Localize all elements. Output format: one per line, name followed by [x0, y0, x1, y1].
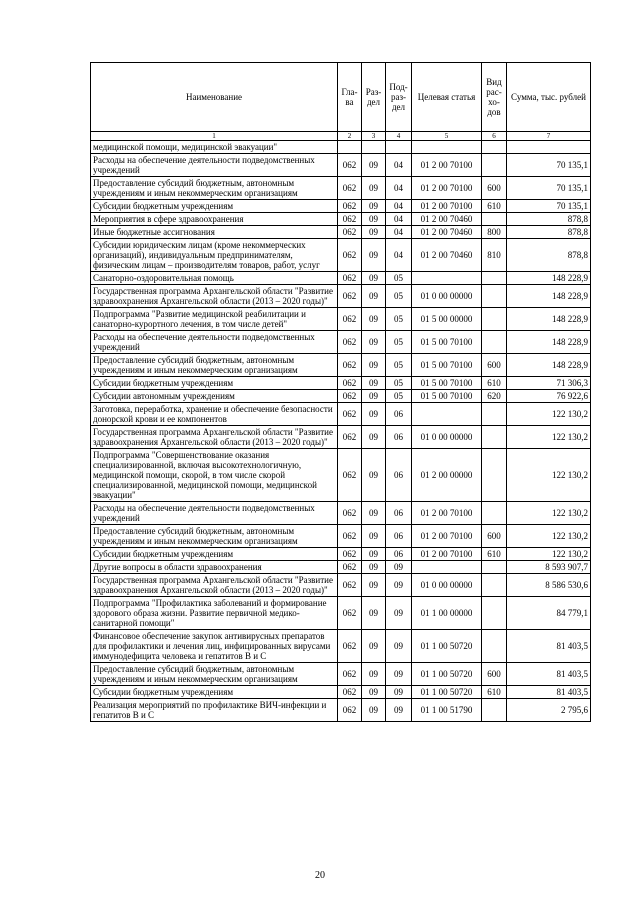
row-razdel-cell: 09 — [362, 285, 386, 308]
row-expense-type-cell — [482, 141, 507, 154]
row-podrazdel-cell: 05 — [386, 354, 412, 377]
row-name-cell: Субсидии бюджетным учреждениям — [91, 686, 338, 699]
row-razdel-cell: 09 — [362, 699, 386, 722]
row-expense-type-cell: 600 — [482, 354, 507, 377]
row-target-article-cell: 01 2 00 70460 — [412, 226, 482, 239]
row-sum-cell: 2 795,6 — [507, 699, 591, 722]
row-sum-cell: 122 130,2 — [507, 403, 591, 426]
row-glava-cell: 062 — [338, 561, 362, 574]
row-podrazdel-cell: 06 — [386, 548, 412, 561]
table-row — [91, 548, 591, 561]
column-number: 3 — [362, 132, 386, 141]
row-name-cell: Подпрограмма "Развитие медицинской реабилитации и санаторно-курортного лечения, в том числе детей" — [91, 308, 338, 331]
row-name-cell: Санаторно-оздоровительная помощь — [91, 272, 338, 285]
row-razdel-cell: 09 — [362, 663, 386, 686]
table-row — [91, 226, 591, 239]
row-sum-cell: 70 135,1 — [507, 200, 591, 213]
row-name-cell: Государственная программа Архангельской области "Развитие здравоохранения Архангельской области (2013 – 2020 годы)" — [91, 426, 338, 449]
row-sum-cell: 81 403,5 — [507, 630, 591, 663]
row-target-article-cell: 01 5 00 70100 — [412, 331, 482, 354]
row-expense-type-cell: 620 — [482, 390, 507, 403]
row-razdel-cell: 09 — [362, 213, 386, 226]
row-sum-cell: 76 922,6 — [507, 390, 591, 403]
table-row — [91, 390, 591, 403]
row-sum-cell: 122 130,2 — [507, 548, 591, 561]
column-number: 2 — [338, 132, 362, 141]
row-target-article-cell: 01 0 00 00000 — [412, 285, 482, 308]
table-row — [91, 272, 591, 285]
row-podrazdel-cell: 05 — [386, 390, 412, 403]
row-target-article-cell: 01 0 00 00000 — [412, 426, 482, 449]
row-target-article-cell: 01 2 00 00000 — [412, 449, 482, 502]
row-sum-cell: 8 593 907,7 — [507, 561, 591, 574]
row-name-cell: Предоставление субсидий бюджетным, автономным учреждениям и иным некоммерческим организациям — [91, 177, 338, 200]
row-glava-cell: 062 — [338, 630, 362, 663]
row-razdel-cell — [362, 141, 386, 154]
row-glava-cell: 062 — [338, 377, 362, 390]
table-row — [91, 597, 591, 630]
table-row — [91, 308, 591, 331]
row-sum-cell — [507, 141, 591, 154]
header-expense-type: Вид рас-хо-дов — [482, 63, 507, 132]
column-number: 6 — [482, 132, 507, 141]
row-glava-cell: 062 — [338, 597, 362, 630]
table-row — [91, 403, 591, 426]
table-row — [91, 426, 591, 449]
row-target-article-cell: 01 2 00 70100 — [412, 177, 482, 200]
row-podrazdel-cell — [386, 141, 412, 154]
row-target-article-cell: 01 2 00 70100 — [412, 502, 482, 525]
row-podrazdel-cell: 04 — [386, 177, 412, 200]
row-razdel-cell: 09 — [362, 525, 386, 548]
header-target-article: Целевая статья — [412, 63, 482, 132]
row-name-cell: Предоставление субсидий бюджетным, автономным учреждениям и иным некоммерческим организациям — [91, 525, 338, 548]
row-sum-cell: 81 403,5 — [507, 686, 591, 699]
row-glava-cell: 062 — [338, 426, 362, 449]
row-podrazdel-cell: 06 — [386, 502, 412, 525]
header-razdel: Раз-дел — [362, 63, 386, 132]
row-razdel-cell: 09 — [362, 390, 386, 403]
row-name-cell: Субсидии бюджетным учреждениям — [91, 548, 338, 561]
row-target-article-cell: 01 2 00 70460 — [412, 239, 482, 272]
row-name-cell: Иные бюджетные ассигнования — [91, 226, 338, 239]
row-razdel-cell: 09 — [362, 574, 386, 597]
row-name-cell: Подпрограмма "Профилактика заболеваний и формирование здорового образа жизни. Развитие первичной медико-санитарной помощи" — [91, 597, 338, 630]
column-number-row — [91, 132, 591, 141]
table-row — [91, 239, 591, 272]
row-target-article-cell — [412, 272, 482, 285]
page-number: 20 — [315, 870, 325, 881]
row-expense-type-cell — [482, 154, 507, 177]
row-name-cell: Расходы на обеспечение деятельности подведомственных учреждений — [91, 154, 338, 177]
row-name-cell: Субсидии бюджетным учреждениям — [91, 377, 338, 390]
row-glava-cell: 062 — [338, 502, 362, 525]
row-name-cell: Расходы на обеспечение деятельности подведомственных учреждений — [91, 331, 338, 354]
table-row — [91, 354, 591, 377]
row-glava-cell: 062 — [338, 699, 362, 722]
row-expense-type-cell — [482, 502, 507, 525]
row-expense-type-cell: 810 — [482, 239, 507, 272]
row-expense-type-cell — [482, 449, 507, 502]
table-row — [91, 331, 591, 354]
row-target-article-cell: 01 5 00 70100 — [412, 354, 482, 377]
row-name-cell: Государственная программа Архангельской области "Развитие здравоохранения Архангельской области (2013 – 2020 годы)" — [91, 285, 338, 308]
row-podrazdel-cell: 04 — [386, 213, 412, 226]
row-expense-type-cell — [482, 403, 507, 426]
table-header-row — [91, 63, 591, 132]
row-name-cell: Расходы на обеспечение деятельности подведомственных учреждений — [91, 502, 338, 525]
row-target-article-cell: 01 1 00 50720 — [412, 686, 482, 699]
row-glava-cell: 062 — [338, 574, 362, 597]
row-glava-cell: 062 — [338, 663, 362, 686]
row-target-article-cell — [412, 141, 482, 154]
row-podrazdel-cell: 05 — [386, 308, 412, 331]
row-razdel-cell: 09 — [362, 331, 386, 354]
row-podrazdel-cell: 06 — [386, 449, 412, 502]
row-razdel-cell: 09 — [362, 426, 386, 449]
row-podrazdel-cell: 06 — [386, 426, 412, 449]
row-razdel-cell: 09 — [362, 272, 386, 285]
table-row — [91, 154, 591, 177]
row-sum-cell: 878,8 — [507, 213, 591, 226]
row-razdel-cell: 09 — [362, 502, 386, 525]
row-sum-cell: 148 228,9 — [507, 308, 591, 331]
row-expense-type-cell — [482, 630, 507, 663]
row-target-article-cell: 01 2 00 70100 — [412, 154, 482, 177]
table-row — [91, 449, 591, 502]
table-row — [91, 285, 591, 308]
row-podrazdel-cell: 06 — [386, 403, 412, 426]
row-sum-cell: 148 228,9 — [507, 285, 591, 308]
row-razdel-cell: 09 — [362, 548, 386, 561]
row-target-article-cell: 01 2 00 70460 — [412, 213, 482, 226]
header-name: Наименование — [91, 63, 338, 132]
row-target-article-cell: 01 2 00 70100 — [412, 548, 482, 561]
row-sum-cell: 148 228,9 — [507, 354, 591, 377]
row-target-article-cell: 01 5 00 70100 — [412, 390, 482, 403]
row-name-cell: Другие вопросы в области здравоохранения — [91, 561, 338, 574]
row-expense-type-cell — [482, 331, 507, 354]
row-glava-cell: 062 — [338, 154, 362, 177]
row-name-cell: Реализация мероприятий по профилактике ВИЧ-инфекции и гепатитов В и С — [91, 699, 338, 722]
table-row — [91, 525, 591, 548]
row-glava-cell: 062 — [338, 272, 362, 285]
row-target-article-cell: 01 1 00 51790 — [412, 699, 482, 722]
table-row — [91, 663, 591, 686]
row-sum-cell: 70 135,1 — [507, 154, 591, 177]
row-expense-type-cell — [482, 426, 507, 449]
row-name-cell: Субсидии бюджетным учреждениям — [91, 200, 338, 213]
row-razdel-cell: 09 — [362, 561, 386, 574]
row-glava-cell: 062 — [338, 177, 362, 200]
table-row — [91, 177, 591, 200]
row-glava-cell: 062 — [338, 200, 362, 213]
row-expense-type-cell — [482, 597, 507, 630]
row-podrazdel-cell: 09 — [386, 630, 412, 663]
row-razdel-cell: 09 — [362, 308, 386, 331]
row-glava-cell: 062 — [338, 226, 362, 239]
row-target-article-cell: 01 1 00 00000 — [412, 597, 482, 630]
row-podrazdel-cell: 04 — [386, 239, 412, 272]
row-target-article-cell — [412, 561, 482, 574]
row-sum-cell: 122 130,2 — [507, 502, 591, 525]
row-expense-type-cell: 600 — [482, 177, 507, 200]
row-sum-cell: 71 306,3 — [507, 377, 591, 390]
row-target-article-cell — [412, 403, 482, 426]
row-glava-cell: 062 — [338, 354, 362, 377]
row-glava-cell: 062 — [338, 525, 362, 548]
row-razdel-cell: 09 — [362, 377, 386, 390]
table-row — [91, 377, 591, 390]
row-podrazdel-cell: 04 — [386, 226, 412, 239]
row-expense-type-cell: 800 — [482, 226, 507, 239]
row-expense-type-cell — [482, 213, 507, 226]
row-name-cell: Мероприятия в сфере здравоохранения — [91, 213, 338, 226]
row-target-article-cell: 01 0 00 00000 — [412, 574, 482, 597]
row-sum-cell: 84 779,1 — [507, 597, 591, 630]
row-name-cell: Подпрограмма "Совершенствование оказания специализированной, включая высокотехнологичную, медицинской помощи, скорой, в том числе скорой специализированной, медицинской помощи, медицинской эвакуации" — [91, 449, 338, 502]
row-sum-cell: 148 228,9 — [507, 272, 591, 285]
row-sum-cell: 122 130,2 — [507, 449, 591, 502]
table-row — [91, 502, 591, 525]
row-expense-type-cell: 610 — [482, 377, 507, 390]
row-podrazdel-cell: 05 — [386, 331, 412, 354]
row-podrazdel-cell: 05 — [386, 285, 412, 308]
row-razdel-cell: 09 — [362, 354, 386, 377]
table-row — [91, 630, 591, 663]
row-sum-cell: 122 130,2 — [507, 426, 591, 449]
row-sum-cell: 148 228,9 — [507, 331, 591, 354]
row-razdel-cell: 09 — [362, 200, 386, 213]
row-razdel-cell: 09 — [362, 226, 386, 239]
column-number: 1 — [91, 132, 338, 141]
row-name-cell: Предоставление субсидий бюджетным, автономным учреждениям и иным некоммерческим организациям — [91, 663, 338, 686]
row-sum-cell: 8 586 530,6 — [507, 574, 591, 597]
row-glava-cell: 062 — [338, 686, 362, 699]
row-name-cell: Субсидии юридическим лицам (кроме некоммерческих организаций), индивидуальным предпринимателям, физическим лицам – производителям товаров, работ, услуг — [91, 239, 338, 272]
table-row — [91, 686, 591, 699]
row-expense-type-cell: 610 — [482, 200, 507, 213]
row-target-article-cell: 01 1 00 50720 — [412, 663, 482, 686]
row-expense-type-cell: 600 — [482, 525, 507, 548]
row-razdel-cell: 09 — [362, 403, 386, 426]
row-sum-cell: 70 135,1 — [507, 177, 591, 200]
column-number: 7 — [507, 132, 591, 141]
table-row — [91, 574, 591, 597]
row-glava-cell — [338, 141, 362, 154]
table-row — [91, 200, 591, 213]
table-row — [91, 141, 591, 154]
row-glava-cell: 062 — [338, 285, 362, 308]
row-podrazdel-cell: 09 — [386, 699, 412, 722]
row-podrazdel-cell: 09 — [386, 597, 412, 630]
row-glava-cell: 062 — [338, 308, 362, 331]
row-podrazdel-cell: 05 — [386, 377, 412, 390]
row-sum-cell: 878,8 — [507, 239, 591, 272]
row-glava-cell: 062 — [338, 239, 362, 272]
table-row — [91, 561, 591, 574]
row-podrazdel-cell: 04 — [386, 154, 412, 177]
row-razdel-cell: 09 — [362, 154, 386, 177]
row-razdel-cell: 09 — [362, 630, 386, 663]
row-target-article-cell: 01 2 00 70100 — [412, 525, 482, 548]
column-number: 4 — [386, 132, 412, 141]
row-razdel-cell: 09 — [362, 239, 386, 272]
column-number: 5 — [412, 132, 482, 141]
row-razdel-cell: 09 — [362, 177, 386, 200]
row-target-article-cell: 01 5 00 00000 — [412, 308, 482, 331]
row-target-article-cell: 01 1 00 50720 — [412, 630, 482, 663]
row-expense-type-cell: 610 — [482, 686, 507, 699]
row-podrazdel-cell: 09 — [386, 663, 412, 686]
row-glava-cell: 062 — [338, 213, 362, 226]
row-sum-cell: 81 403,5 — [507, 663, 591, 686]
row-sum-cell: 122 130,2 — [507, 525, 591, 548]
row-expense-type-cell — [482, 272, 507, 285]
row-razdel-cell: 09 — [362, 449, 386, 502]
row-podrazdel-cell: 09 — [386, 574, 412, 597]
row-sum-cell: 878,8 — [507, 226, 591, 239]
budget-table — [90, 62, 591, 722]
header-sum: Сумма, тыс. рублей — [507, 63, 591, 132]
row-name-cell: Заготовка, переработка, хранение и обеспечение безопасности донорской крови и ее компонентов — [91, 403, 338, 426]
table-row — [91, 699, 591, 722]
row-expense-type-cell: 600 — [482, 663, 507, 686]
row-name-cell: медицинской помощи, медицинской эвакуации" — [91, 141, 338, 154]
table-row — [91, 213, 591, 226]
header-podrazdel: Под-раз-дел — [386, 63, 412, 132]
row-expense-type-cell — [482, 574, 507, 597]
row-glava-cell: 062 — [338, 331, 362, 354]
row-target-article-cell: 01 2 00 70100 — [412, 200, 482, 213]
row-target-article-cell: 01 5 00 70100 — [412, 377, 482, 390]
row-razdel-cell: 09 — [362, 597, 386, 630]
row-expense-type-cell — [482, 285, 507, 308]
row-glava-cell: 062 — [338, 449, 362, 502]
row-podrazdel-cell: 04 — [386, 200, 412, 213]
row-podrazdel-cell: 05 — [386, 272, 412, 285]
row-name-cell: Государственная программа Архангельской области "Развитие здравоохранения Архангельской области (2013 – 2020 годы)" — [91, 574, 338, 597]
row-glava-cell: 062 — [338, 403, 362, 426]
row-expense-type-cell — [482, 308, 507, 331]
row-glava-cell: 062 — [338, 390, 362, 403]
row-razdel-cell: 09 — [362, 686, 386, 699]
row-name-cell: Субсидии автономным учреждениям — [91, 390, 338, 403]
row-podrazdel-cell: 06 — [386, 525, 412, 548]
header-glava: Гла-ва — [338, 63, 362, 132]
row-expense-type-cell: 610 — [482, 548, 507, 561]
row-podrazdel-cell: 09 — [386, 686, 412, 699]
row-glava-cell: 062 — [338, 548, 362, 561]
row-expense-type-cell — [482, 561, 507, 574]
row-podrazdel-cell: 09 — [386, 561, 412, 574]
row-name-cell: Финансовое обеспечение закупок антивирусных препаратов для профилактики и лечения лиц, инфицированных вирусами иммунодефицита человека и гепатитов В и С — [91, 630, 338, 663]
row-expense-type-cell — [482, 699, 507, 722]
row-name-cell: Предоставление субсидий бюджетным, автономным учреждениям и иным некоммерческим организациям — [91, 354, 338, 377]
